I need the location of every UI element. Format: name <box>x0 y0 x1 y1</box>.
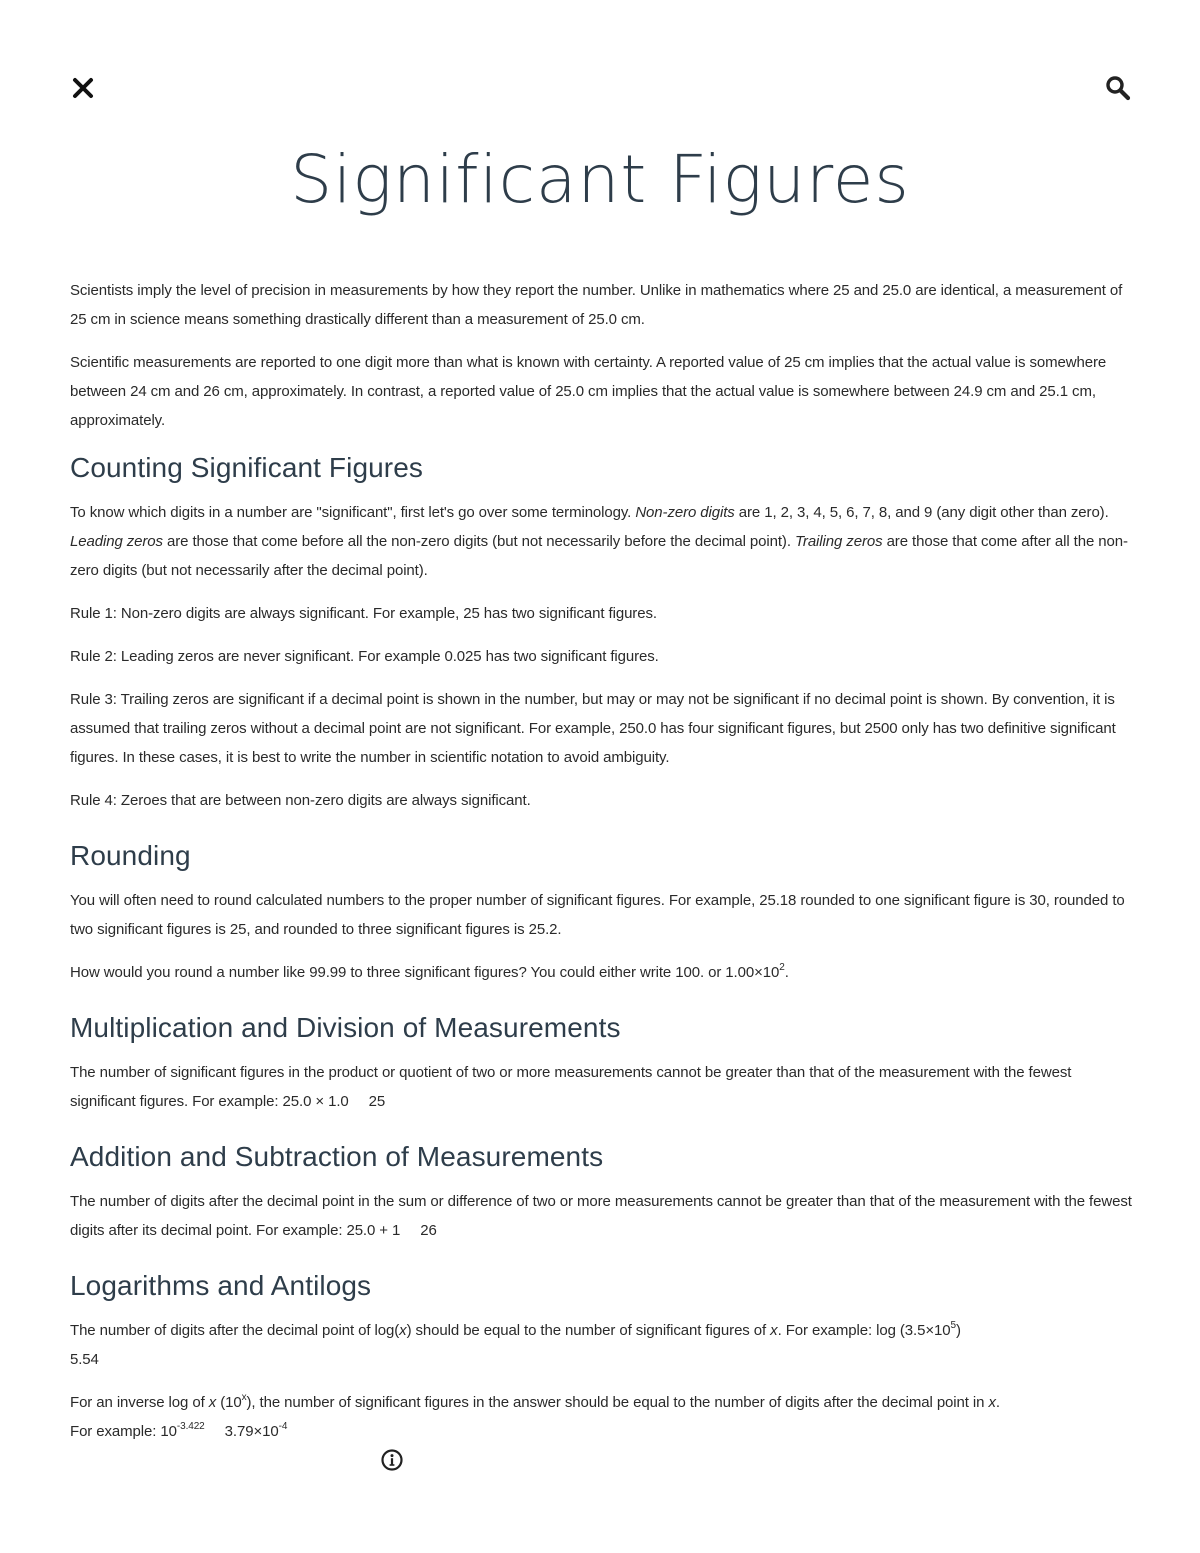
logarithms-paragraph-2: For an inverse log of x (10$^x$), the number of significant figures in the answer should be equal to the number of digits after the decimal point in x. For example: $10^{-3.422}$ $3.79\times 10^{-4}$ <box>70 1392 1000 1440</box>
close-icon <box>72 77 94 99</box>
rule-4: Rule 4: Zeroes that are between non-zero digits are always significant. <box>70 792 531 809</box>
addition-paragraph: The number of digits after the decimal point in the sum or difference of two or more measurements cannot be greater than that of the measurement with the fewest digits after its decimal point. For example: 25.0 + 1 26 <box>70 1193 1132 1239</box>
rounding-paragraph-1: You will often need to round calculated numbers to the proper number of significant figures. For example, 25.18 rounded to one significant figure is 30, rounded to two significant figures is 25, and rounded to three significant figures is 25.2. <box>70 892 1125 938</box>
rule-3: Rule 3: Trailing zeros are significant if a decimal point is shown in the number, but may or may not be significant if no decimal point is shown. By convention, it is assumed that trailing zeros without a decimal point are not significant. For example, 250.0 has four significant figures, but 2500 only has two definitive significant figures. In these cases, it is best to write the number in scientific notation to avoid ambiguity. <box>70 691 1116 766</box>
close-button[interactable] <box>66 70 100 106</box>
multiplication-paragraph: The number of significant figures in the product or quotient of two or more measurements cannot be greater than that of the measurement with the fewest significant figures. For example: 25.0 × 1.0 25 <box>70 1064 1072 1110</box>
info-icon <box>381 1449 403 1471</box>
page-title: Significant Figures <box>290 141 910 218</box>
search-button[interactable] <box>1100 70 1136 106</box>
info-button[interactable] <box>380 1448 404 1472</box>
section-heading-logarithms: Logarithms and Antilogs <box>70 1270 372 1301</box>
section-heading-counting: Counting Significant Figures <box>70 452 423 483</box>
intro-paragraph-1: Scientists imply the level of precision in measurements by how they report the number. Unlike in mathematics where 25 and 25.0 are identical, a measurement of 25 cm in science means something drastically different than a measurement of 25.0 cm. <box>70 282 1123 328</box>
rule-2: Rule 2: Leading zeros are never significant. For example 0.025 has two significant figures. <box>70 648 659 665</box>
section-heading-multiplication: Multiplication and Division of Measurements <box>70 1012 621 1043</box>
rule-1: Rule 1: Non-zero digits are always significant. For example, 25 has two significant figures. <box>70 605 657 622</box>
search-icon <box>1105 75 1131 101</box>
intro-paragraph-2: Scientific measurements are reported to one digit more than what is known with certainty. A reported value of 25 cm implies that the actual value is somewhere between 24 cm and 26 cm, approximately. In contrast, a reported value of 25.0 cm implies that the actual value is somewhere between 24.9 cm and 25.1 cm, approximately. <box>70 354 1107 429</box>
counting-intro-paragraph: To know which digits in a number are "significant", first let's go over some terminology. Non-zero digits are 1, 2, 3, 4, 5, 6, 7, 8, and 9 (any digit other than zero). Leading zeros are those that come before all the non-zero digits (but not necessarily before the decimal point). Trailing zeros are those that come after all the non-zero digits (but not necessarily after the decimal point). <box>70 504 1128 579</box>
article-body <box>70 276 1135 1460</box>
section-heading-rounding: Rounding <box>70 840 191 871</box>
logarithms-paragraph-1: The number of digits after the decimal point of log(x) should be equal to the number of significant figures of x. For example: $\log (3.5\times 10^5)$ 5.54 <box>70 1320 961 1368</box>
rounding-paragraph-2: How would you round a number like 99.99 to three significant figures? You could either write 100. or $1.00\times 10^2$. <box>70 962 789 981</box>
section-heading-addition: Addition and Subtraction of Measurements <box>70 1141 604 1172</box>
